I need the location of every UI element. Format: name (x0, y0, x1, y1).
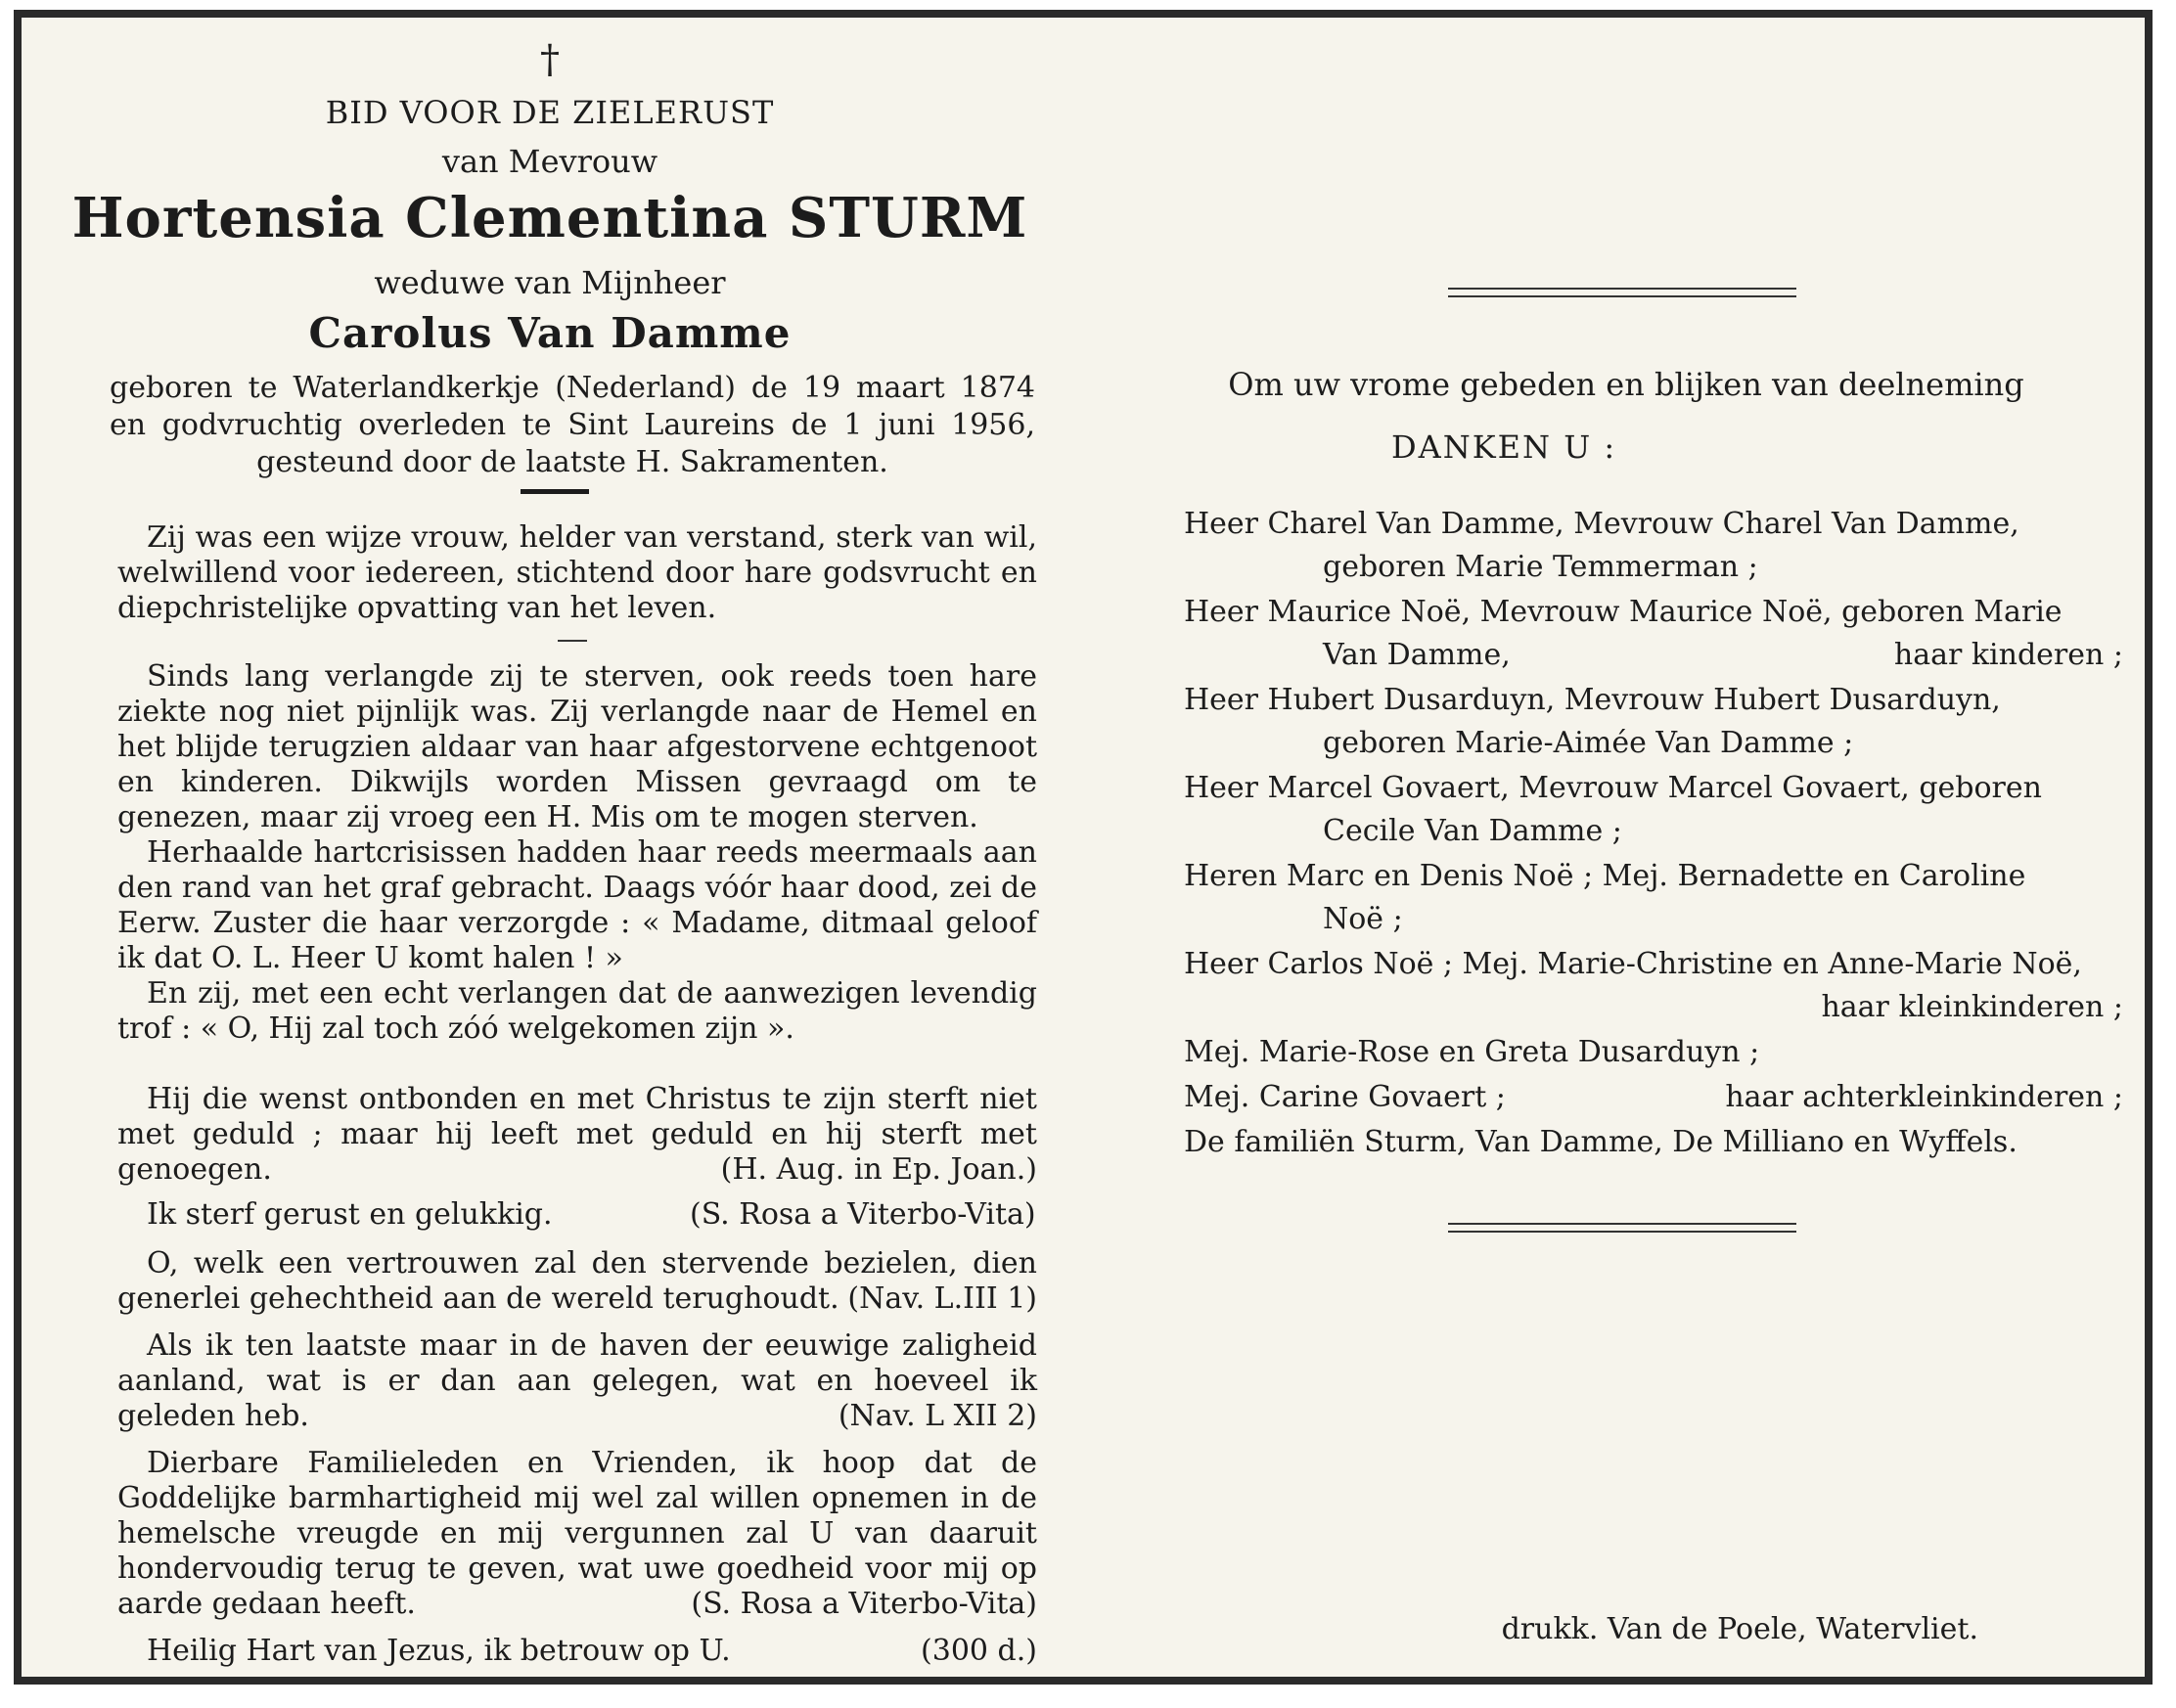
list-item (1184, 943, 2123, 1029)
widow-line: weduwe van Mijnheer (374, 264, 726, 301)
quote-text-inner: Ik sterf gerust en gelukkig. (147, 1197, 553, 1232)
cross-icon: † (540, 37, 560, 82)
right-page (1098, 18, 2154, 1677)
list-item-line: geboren Marie Temmerman ; (1323, 550, 1758, 584)
quote-source: (H. Aug. in Ep. Joan.) (720, 1152, 1037, 1187)
paragraph-text: Sinds lang verlangde zij te sterven, ook reeds toen hare ziekte nog niet pijnlijk was. Zij verlangde naar de Hemel en het blijde terugzien aldaar van haar afgestorvene echtgenoot en kinderen. Dikwijls worden Missen gevraagd om te genezen, maar zij vroeg een H. Mis om te mogen sterven. (117, 659, 1037, 834)
double-rule (1448, 1223, 1796, 1233)
list-item-part: Van Damme, (1323, 638, 1511, 672)
quote-text: Hij die wenst ontbonden en met Christus te zijn sterft niet met geduld ; maar hij leeft met geduld en hij sterft met genoegen. (117, 1082, 1037, 1187)
list-item (1184, 1121, 2123, 1164)
quote-text: Als ik ten laatste maar in de haven der eeuwige zaligheid aanland, wat is er dan aan gelegen, wat en hoeveel ik geleden heb. (117, 1328, 1037, 1433)
relation-label: haar achterkleinkinderen ; (1725, 1080, 2123, 1114)
quote-text: Dierbare Familieleden en Vrienden, ik hoop dat de Goddelijke barmhartigheid mij wel zal willen opnemen in de hemelsche vreugde en mij vergunnen zal U van daaruit hondervoudig terug te geven, wat uwe goedheid voor mij op aarde gedaan heeft. (117, 1446, 1037, 1621)
biography (110, 370, 1035, 481)
list-item-line: Cecile Van Damme ; (1323, 814, 1622, 848)
paragraph-2 (117, 659, 1037, 1047)
bio-line: en godvruchtig overleden te Sint Laureins de 1 juni 1956, (110, 408, 1035, 442)
quote-source: (S. Rosa a Viterbo-Vita) (690, 1197, 1036, 1232)
list-item (1184, 591, 2123, 677)
paragraph-1 (117, 520, 1037, 626)
list-item (1184, 503, 2123, 589)
list-item (1184, 855, 2123, 941)
husband-name: Carolus Van Damme (308, 309, 792, 357)
list-item (1184, 767, 2123, 853)
list-item-line: Heer Carlos Noë ; Mej. Marie-Christine en Anne-Marie Noë, (1184, 947, 2082, 981)
list-item (1184, 1031, 2123, 1074)
divider (558, 640, 587, 642)
memorial-card (14, 10, 2153, 1685)
left-page (22, 18, 1078, 1677)
paragraph-text: Herhaalde hartcrisissen hadden haar reeds meermaals aan den rand van het graf gebracht. Daags vóór haar dood, zei de Eerw. Zuster die haar verzorgde : « Madame, ditmaal geloof ik dat O. L. Heer U komt halen ! » (117, 835, 1037, 975)
quotes (117, 1082, 1037, 1669)
quote-source: (Nav. L XII 2) (838, 1399, 1037, 1433)
printer-text: drukk. Van de Poele, Watervliet. (1501, 1612, 1978, 1646)
deceased-name: Hortensia Clementina STURM (71, 186, 1028, 250)
bio-line: geboren te Waterlandkerkje (Nederland) de 19 maart 1874 (110, 371, 1035, 405)
list-item-line: Heer Charel Van Damme, Mevrouw Charel Van Damme, (1184, 507, 2019, 541)
list-item-line (1184, 1076, 2123, 1119)
list-item-line: Heren Marc en Denis Noë ; Mej. Bernadette en Caroline (1184, 859, 2026, 893)
list-item-line: Mej. Marie-Rose en Greta Dusarduyn ; (1184, 1035, 1760, 1069)
list-item (1184, 1076, 2123, 1119)
prayer-line (117, 1634, 1037, 1669)
paragraph-text: Zij was een wijze vrouw, helder van verstand, sterk van wil, welwillend voor iedereen, stichtend door hare godsvrucht en diepchristelijke opvatting van het leven. (117, 520, 1037, 625)
list-item-line (1184, 634, 2123, 677)
list-item-line: Heer Marcel Govaert, Mevrouw Marcel Govaert, geboren (1184, 771, 2042, 805)
double-rule (1448, 288, 1796, 297)
quote-text (117, 1197, 1037, 1233)
title-line: van Mevrouw (441, 143, 658, 180)
quote-source: (Nav. L.III 1) (847, 1281, 1037, 1316)
list-item-part: Mej. Carine Govaert ; (1184, 1080, 1506, 1114)
list-item-line: Heer Hubert Dusarduyn, Mevrouw Hubert Dusarduyn, (1184, 683, 2001, 717)
thanks-line: Om uw vrome gebeden en blijken van deelneming (1228, 366, 2024, 403)
family-list (1184, 503, 2123, 1166)
quote-text: O, welk een vertrouwen zal den stervende bezielen, dien generlei gehechtheid aan de wereld terughoudt. (117, 1246, 1037, 1316)
list-item (1184, 679, 2123, 765)
divider (521, 489, 589, 494)
relation-label: haar kinderen ; (1893, 638, 2123, 672)
paragraph-text: En zij, met een echt verlangen dat de aanwezigen levendig trof : « O, Hij zal toch zóó welgekomen zijn ». (117, 976, 1037, 1046)
prayer-header: BID VOOR DE ZIELERUST (325, 94, 775, 131)
list-item-line: geboren Marie-Aimée Van Damme ; (1323, 726, 1854, 760)
list-item-line: De familiën Sturm, Van Damme, De Milliano en Wyffels. (1184, 1125, 2017, 1159)
relation-label: haar kleinkinderen ; (1821, 990, 2123, 1024)
quote-source: (S. Rosa a Viterbo-Vita) (691, 1587, 1037, 1621)
prayer-text: Heilig Hart van Jezus, ik betrouw op U. (147, 1634, 731, 1668)
indulgence: (300 d.) (921, 1634, 1037, 1668)
bio-line: gesteund door de laatste H. Sakramenten. (256, 445, 888, 479)
list-item-line: Noë ; (1323, 902, 1403, 936)
list-item-line: Heer Maurice Noë, Mevrouw Maurice Noë, geboren Marie (1184, 595, 2063, 629)
danken-heading: DANKEN U : (1391, 428, 1617, 466)
